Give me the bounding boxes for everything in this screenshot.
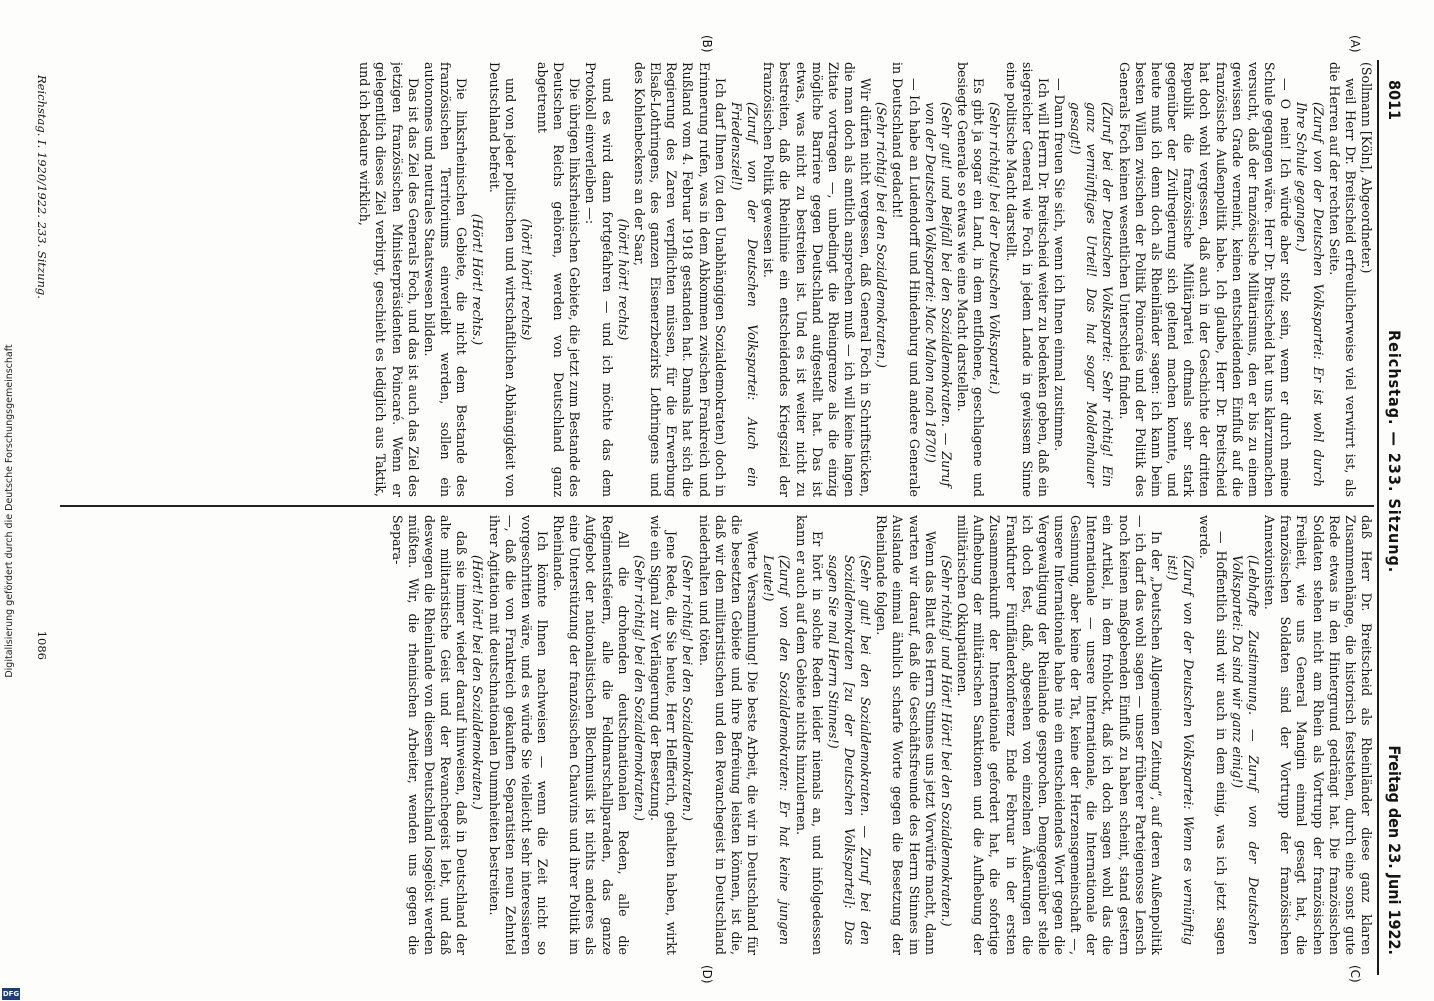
margin-marker-b: (B) bbox=[700, 35, 714, 53]
paragraph: In der „Deutschen Allgemeinen Zeitung“, auf deren Außenpolitik — ich darf das wohl sagen — unser früherer Parteigenosse Lensch noch keinen maßgebenden Einfluß zu haben scheint, stand gestern ein Artikel, in dem frohlockt, daß ich doch sagen wohl das die Internationale — unsere Internationale, die Internationale der Gesinnung, aber keine der Tat, keine der Herzensgemeinschaft —, unsere Internationale habe nie ein entscheidendes Wort gegen die Vergewaltigung der Rheinlande gesprochen. Demgegenüber stelle ich doch fest, daß, abgesehen von einzelnen Äußerungen die Frankfurter Fünfländerkonferenz Ende Februar in der ersten Zusammenkunft der Internationale gefordert hat, die sofortige Aufhebung der militärischen Sanktionen und die Aufhebung der militärischen Okkupationen. bbox=[955, 515, 1164, 955]
paragraph: — Ich habe an Ludendorff und Hindenburg und andere Generale in Deutschland gedacht! bbox=[890, 62, 922, 497]
paragraph: Ich darf Ihnen (zu den Unabhängigen Sozialdemokraten) doch in Erinnerung rufen, was in dem Abkommen zwischen Frankreich und Rußland vom 4. Februar 1918 gestanden hat. Damals hat sich die Regierung des Zaren verpflichten müssen, für die Erwerbung Elsaß-Lothringens, des ganzen Eisenerzbezirks Lothringens und des Kohlenbeckens an der Saar, bbox=[631, 62, 728, 497]
interjection: (Sehr richtig! bei den Sozialdemokraten.) bbox=[680, 555, 696, 821]
interjection: (Sehr richtig! bei den Sozialdemokraten.) bbox=[631, 555, 647, 821]
margin-marker-c: (C) bbox=[1348, 965, 1362, 983]
paragraph: Es gibt ja sogar ein Land, in dem entflohene, geschlagene und besiegte Generale so etwas wie eine Macht darstellen. bbox=[955, 62, 987, 497]
interjection: (Sehr richtig! bei der Deutschen Volkspartei.) bbox=[987, 102, 1003, 395]
interjection: (Sehr richtig! bei den Sozialdemokraten.) bbox=[874, 102, 890, 368]
paragraph: Ich könnte Ihnen nachweisen — wenn die Zeit nicht so vorgeschritten wäre, und es würde Sie vielleicht sehr interessieren —, daß die von Frankreich gekauften Separatisten neun Zehntel ihrer Agitation mit deutschnationalen Dummheiten bestreiten. bbox=[486, 515, 551, 955]
paragraph: Jene Rede, die Sie heute, Herr Helfferich, gehalten haben, wirkt wie ein Signal zur Verlängerung der Besetzung. bbox=[648, 515, 680, 955]
paragraph: Wenn das Blatt des Herrn Stinnes uns jetzt Vorwürfe macht, dann warten wir darauf, daß die Geschäftsfreunde des Herrn Stinnes im Auslande einmal ähnlich scharfe Worte gegen die Besetzung der Rheinlande folgen. bbox=[874, 515, 938, 955]
running-title: Reichstag. — 233. Sitzung. bbox=[1385, 330, 1404, 574]
left-text-column bbox=[49, 62, 1374, 497]
right-text-column bbox=[49, 515, 1374, 955]
page-header bbox=[1380, 60, 1406, 965]
paragraph: und von jeder politischen und wirtschaftlichen Abhängigkeit von Deutschland befreit. bbox=[486, 62, 518, 497]
interjection: (hört! hört! rechts) bbox=[518, 218, 534, 341]
interjection: (Zuruf von der Deutschen Volkspartei: Wenn es vernünftig ist!) bbox=[1165, 555, 1197, 945]
interjection: (Sehr gut! bei den Sozialdemokraten. — Zuruf bei den Sozialdemokraten [zu der Deutschen Volkspartei]: Das sagen Sie mal Herrn Stinnes!) bbox=[825, 555, 874, 945]
dfg-badge: DFG bbox=[2, 990, 20, 998]
footer-signature: Reichstag. I. 1920/1922. 233. Sitzung. bbox=[35, 75, 49, 299]
margin-marker-d: (D) bbox=[700, 965, 714, 984]
interjection: (Zuruf bei der Deutschen Volkspartei: Sehr richtig! Ein ganz vernünftiges Urteil! Das hat sogar Moldenhauer gesagt!) bbox=[1068, 102, 1116, 487]
paragraph: Die linksrheinischen Gebiete, die nicht dem Bestande des französischen Territoriums einverleibt werden, sollen ein autonomes und neutrales Staatswesen bilden. bbox=[421, 62, 470, 497]
paragraph: daß Herr Dr. Breitscheid als Rheinländer diese ganz klaren Zusammenhänge, die historisch feststehen, durch eine sonst gute Rede etwas in den Hintergrund gedrängt hat. Die französischen Soldaten stehen nicht am Rhein als Vortrupp der französischen Freiheit, wie uns General Mangin einmal gesagt hat, die französischen Soldaten sind der Vortrupp der französischen Annexionisten. bbox=[1262, 515, 1374, 955]
interjection: (Zuruf von der Deutschen Volkspartei: Auch ein Friedensziel!) bbox=[728, 102, 761, 487]
page-number-top: 8011 bbox=[1385, 80, 1404, 121]
interjection: (Sehr richtig! und Hört! Hört! bei den Sozialdemokraten.) bbox=[938, 555, 954, 927]
paragraph: (Sollmann [Köln], Abgeordneter.) bbox=[1359, 62, 1374, 274]
digitization-credit: Digitalisierung gefördert durch die Deutsche Forschungsgemeinschaft bbox=[4, 344, 15, 678]
footer-page-number: 1086 bbox=[35, 630, 49, 660]
paragraph: Er hört in solche Reden leider niemals an, und infolgedessen kann er auch auf dem Gebiete nichts hinzulernen. bbox=[793, 515, 825, 955]
interjection: (Lebhafte Zustimmung. — Zuruf von der Deutschen Volkspartei: Da sind wir ganz einig!) bbox=[1229, 555, 1261, 945]
paragraph: Ich will Herrn Dr. Breitscheid weiter zu bedenken geben, daß ein siegreicher General wie Foch in jedem Lande in gewissem Sinne eine politische Macht darstellt. bbox=[1003, 62, 1051, 497]
interjection: (Hört! hört! bei den Sozialdemokraten.) bbox=[470, 555, 486, 810]
paragraph: — O nein! Ich würde aber stolz sein, wenn er durch meine Schule gegangen wäre. Herr Dr. Breitscheid hat uns klarzumachen versucht, daß der französische Militarismus, den er bis zu einem gewissen Grade verneint, keinen entscheidenden Einfluß auf die französische Außenpolitik habe. Ich glaube, Herr Dr. Breitscheid hat doch wohl vergessen, daß auch in der Geschichte der dritten Republik die französische Militärpartei oftmals sehr stark gegenüber der Zivilregierung sich geltend machen konnte, und heute muß ich denn doch als Rheinländer sagen: ich kann beim besten Willen zwischen der Politik Poincarés und der Politik des Generals Foch keinen wesentlichen Unterschied finden. bbox=[1116, 62, 1294, 497]
interjection: (Hört! Hört! rechts.) bbox=[470, 213, 486, 346]
paragraph: Das ist das Ziel des Generals Foch, und das ist auch das Ziel des jetzigen französischen Ministerpräsidenten Poincaré. Wenn er gelegentlich dieses Ziel verbirgt, geschieht es lediglich aus Taktik, und ich bedaure wirklich, bbox=[357, 62, 421, 497]
paragraph: weil Herr Dr. Breitscheid erfreulicherweise viel verwirrt ist, als die Herren auf der rechten Seite. bbox=[1326, 62, 1358, 497]
paragraph: — Hoffentlich sind wir auch in dem einig, was ich jetzt sagen werde. bbox=[1197, 515, 1229, 955]
paragraph: All die drohenden deutschnationalen Reden, alle die Regimentsfeiern, alle die Feldmarschallparaden, das ganze Aufgebot der nationalistischen Blechmusik ist nichts anderes als eine Unterstützung der französischen Chauvins und ihrer Politik im Rheinlande. bbox=[551, 515, 631, 955]
header-rule bbox=[1377, 60, 1379, 975]
paragraph: daß sie immer wieder darauf hinweisen, daß in Deutschland der alte militaristische Geist und der Revanchegeist lebt, und daß deswegen die Rheinlande von diesem Deutschland losgelöst werden müßten. Wir, die rheinischen Arbeiter, wenden uns gegen die Separa- bbox=[389, 515, 470, 955]
column-divider bbox=[60, 505, 1374, 507]
margin-marker-a: (A) bbox=[1348, 35, 1362, 53]
interjection: (hört! hört! rechts) bbox=[615, 218, 631, 341]
paragraph: — Dann freuen Sie sich, wenn ich Ihnen einmal zustimme. bbox=[1052, 78, 1068, 452]
interjection: (Sehr gut! und Beifall bei den Sozialdemokraten. — Zuruf von der Deutschen Volkspartei: Mac Mahon nach 1870!) bbox=[922, 102, 954, 487]
interjection: (Zuruf von der Deutschen Volkspartei: Er ist wohl durch Ihre Schule gegangen.) bbox=[1294, 102, 1326, 487]
session-date: Freitag den 23. Juni 1922. bbox=[1385, 745, 1404, 955]
paragraph: Wir dürfen nicht vergessen, daß General Foch in Schriftstücken, die man doch als amtlich ansprechen muß — ich will keine langen Zitate vortragen —, unbedingt die Rheingrenze als die einzig mögliche Barriere gegen Deutschland aufgestellt hat. Das ist etwas, was nicht zu bestreiten ist. Und es ist weiter nicht zu bestreiten, daß die Rheinlinie ein entscheidendes Kriegsziel der französischen Politik gewesen ist. bbox=[761, 62, 874, 497]
paragraph: und es wird dann fortgefahren — und ich möchte das dem Protokoll einverleiben —: bbox=[583, 62, 615, 497]
interjection: (Zuruf von den Sozialdemokraten: Er hat keine jungen Leute!) bbox=[761, 555, 793, 945]
paragraph: Werte Versammlung! Die beste Arbeit, die wir in Deutschland für die besetzten Gebiete und ihre Befreiung leisten können, ist die, daß wir den militaristischen und den Revanchegeist in Deutschland niederhalten und töten. bbox=[696, 515, 761, 955]
paragraph: Die übrigen linksrheinischen Gebiete, die jetzt zum Bestande des Deutschen Reichs gehören, werden von Deutschland ganz abgetrennt bbox=[535, 62, 583, 497]
